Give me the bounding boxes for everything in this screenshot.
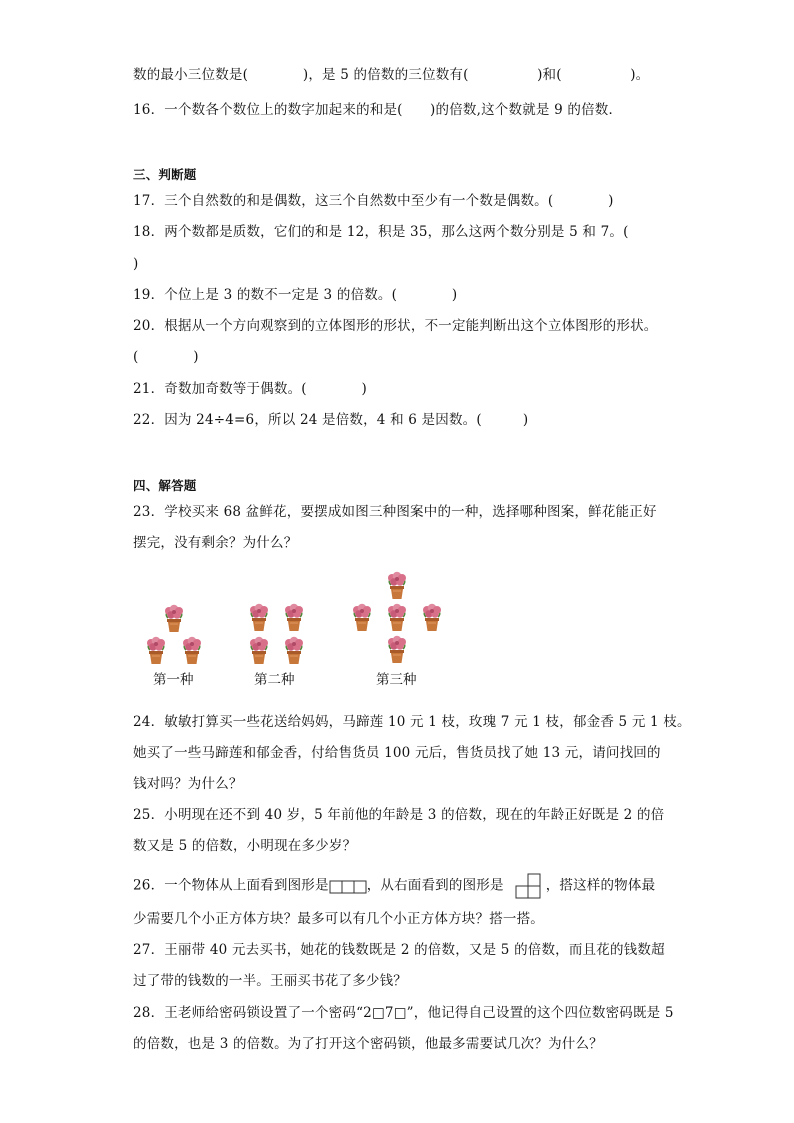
flowerpot-icon	[384, 603, 410, 633]
flowerpot-icon	[246, 603, 272, 633]
flowerpot-icon	[384, 635, 410, 665]
flowerpot-icon	[161, 604, 187, 634]
section-judgement-heading: 三、判断题	[133, 167, 197, 182]
q26-line1	[133, 873, 655, 899]
q23-line2: 摆完，没有剩余？为什么？	[133, 535, 298, 551]
q18-line1: 18．两个数都是质数，它们的和是 12，积是 35，那么这两个数分别是 5 和 7。(	[133, 224, 629, 240]
q25-line2: 数又是 5 的倍数，小明现在多少岁？	[133, 838, 357, 854]
q27-line1: 27．王丽带 40 元去买书，她花的钱数既是 2 的倍数，又是 5 的倍数，而且花的钱数超	[133, 942, 665, 958]
right-view-shape-icon	[512, 873, 546, 899]
flowerpot-icon	[384, 571, 410, 601]
section-answer-heading: 四、解答题	[133, 478, 197, 493]
flowerpot-icon	[349, 603, 375, 633]
figure-caption-1: 第一种	[153, 672, 194, 688]
q24-line1: 24．敏敏打算买一些花送给妈妈，马蹄莲 10 元 1 枝，玫瑰 7 元 1 枝，郁金香 5 元 1 枝。	[133, 714, 691, 730]
q19: 19．个位上是 3 的数不一定是 3 的倍数。( )	[133, 287, 458, 303]
q25-line1: 25．小明现在还不到 40 岁，5 年前他的年龄是 3 的倍数，现在的年龄正好既是 2 的倍	[133, 807, 665, 823]
q20-line2: ( )	[133, 349, 199, 365]
q16: 16．一个数各个数位上的数字加起来的和是( )的倍数,这个数就是 9 的倍数．	[133, 102, 623, 118]
flowerpot-icon	[281, 636, 307, 666]
q27-line2: 过了带的钱数的一半。王丽买书花了多少钱？	[133, 973, 407, 989]
q21: 21．奇数加奇数等于偶数。( )	[133, 381, 368, 397]
flowerpot-icon	[179, 636, 205, 666]
q26-line2: 少需要几个小正方体方块？最多可以有几个小正方体方块？搭一搭。	[133, 911, 544, 927]
q18-line2: )	[133, 256, 139, 272]
q22: 22．因为 24÷4=6，所以 24 是倍数，4 和 6 是因数。( )	[133, 412, 529, 428]
q15-continuation: 数的最小三位数是( )，是 5 的倍数的三位数有( )和( )。	[133, 67, 650, 83]
q23-line1: 23．学校买来 68 盆鲜花，要摆成如图三种图案中的一种，选择哪种图案，鲜花能正好	[133, 504, 657, 520]
q24-line2: 她买了一些马蹄莲和郁金香，付给售货员 100 元后，售货员找了她 13 元，请问找回的	[133, 745, 661, 761]
q26-text-part3: ，搭这样的物体最	[545, 877, 656, 894]
figure-caption-2: 第二种	[254, 672, 295, 688]
flowerpot-icon	[419, 603, 445, 633]
q24-line3: 钱对吗？为什么？	[133, 776, 243, 792]
q20-line1: 20．根据从一个方向观察到的立体图形的形状，不一定能判断出这个立体图形的形状。	[133, 318, 658, 334]
flowerpot-icon	[143, 636, 169, 666]
q26-text-part2: ，从右面看到的图形是	[366, 877, 504, 894]
q28-line2: 的倍数，也是 3 的倍数。为了打开这个密码锁，他最多需要试几次？为什么？	[133, 1036, 603, 1052]
flowerpot-icon	[281, 603, 307, 633]
figure-caption-3: 第三种	[376, 672, 417, 688]
q26-text-part1: 26．一个物体从上面看到图形是	[133, 877, 329, 894]
q17: 17．三个自然数的和是偶数，这三个自然数中至少有一个数是偶数。( )	[133, 193, 614, 209]
q28-line1: 28．王老师给密码锁设置了一个密码“2□7□”，他记得自己设置的这个四位数密码既是 5	[133, 1005, 674, 1021]
flowerpot-icon	[246, 636, 272, 666]
top-view-shape-icon	[329, 877, 367, 895]
